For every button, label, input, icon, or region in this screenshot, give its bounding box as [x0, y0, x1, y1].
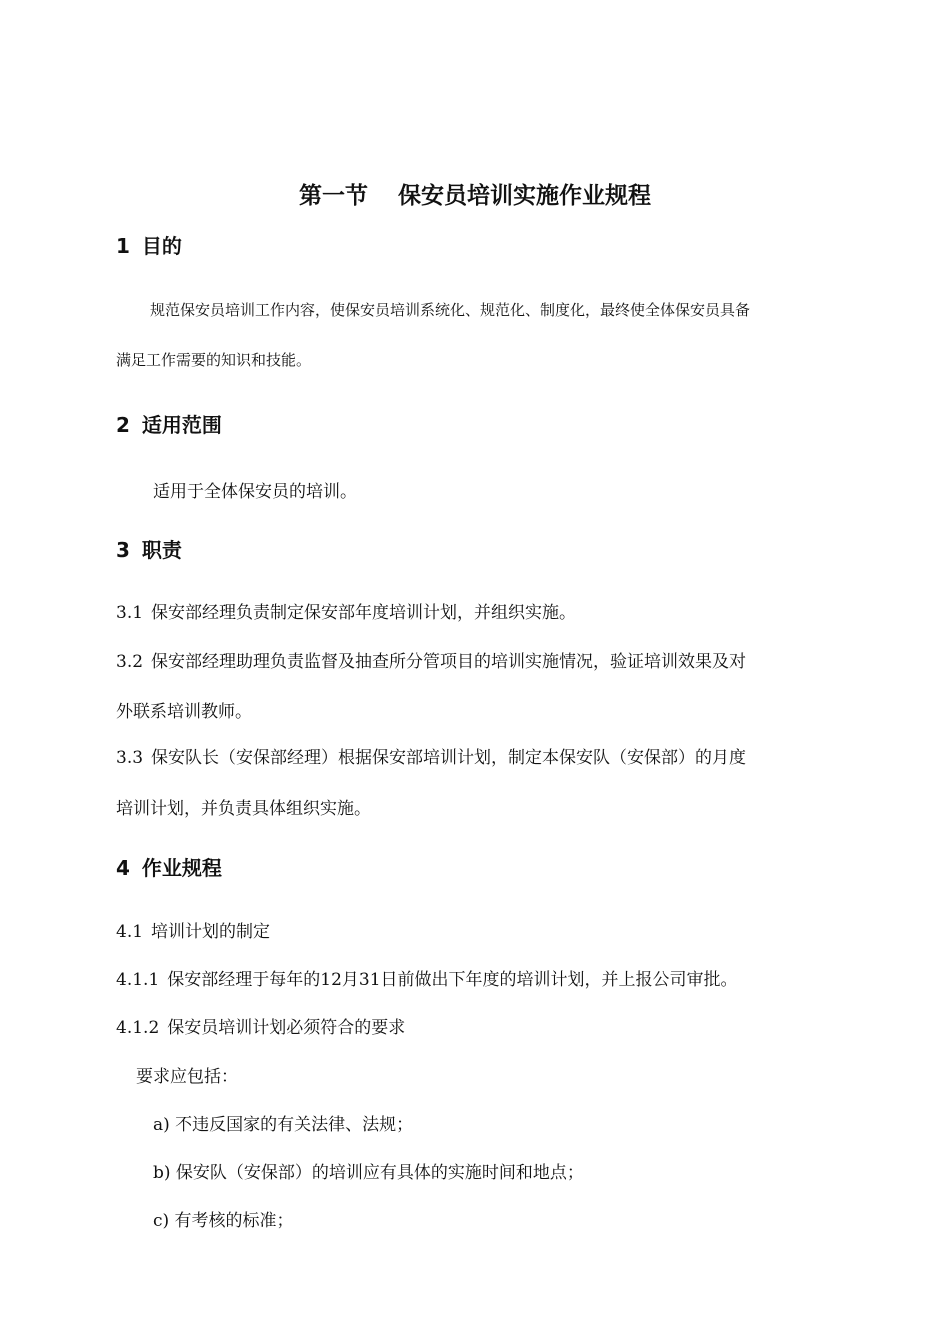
item-text: 保安部经理负责制定保安部年度培训计划，并组织实施。 [151, 603, 577, 623]
item-number: 3.1 [116, 603, 144, 623]
responsibility-item-3-3-continued: 培训计划，并负责具体组织实施。 [116, 799, 371, 819]
item-number: 3.2 [116, 652, 144, 672]
section-heading-responsibilities [116, 537, 182, 563]
item-number: 4.1.2 [116, 1018, 160, 1038]
requirements-intro: 要求应包括： [136, 1067, 238, 1087]
requirement-b: b) 保安队（安保部）的培训应有具体的实施时间和地点； [153, 1163, 584, 1183]
item-number: 4.1 [116, 922, 144, 942]
section-heading-procedures [116, 855, 222, 881]
section-number: 4 [116, 856, 130, 880]
section-number: 3 [116, 538, 130, 562]
responsibility-item-3-1 [116, 601, 576, 625]
section-title: 适用范围 [141, 413, 222, 437]
section-title: 目的 [141, 234, 182, 258]
document-title [0, 181, 950, 211]
responsibility-item-3-2 [116, 650, 746, 674]
item-text: 保安部经理助理负责监督及抽查所分管项目的培训实施情况，验证培训效果及对 [151, 652, 747, 672]
responsibility-item-3-2-continued: 外联系培训教师。 [116, 702, 252, 722]
scope-paragraph: 适用于全体保安员的培训。 [153, 482, 357, 502]
section-number: 1 [116, 234, 130, 258]
item-number: 3.3 [116, 748, 144, 768]
title-section-number: 第一节 [299, 183, 368, 209]
procedure-item-4-1-1 [116, 968, 738, 992]
section-title: 作业规程 [141, 856, 222, 880]
procedure-item-4-1-2 [116, 1016, 405, 1040]
section-heading-purpose [116, 233, 182, 259]
item-text: 保安队长（安保部经理）根据保安部培训计划，制定本保安队（安保部）的月度 [151, 748, 747, 768]
section-number: 2 [116, 413, 130, 437]
item-text: 培训计划的制定 [151, 922, 271, 942]
requirement-c: c) 有考核的标准； [153, 1211, 294, 1231]
title-text: 保安员培训实施作业规程 [398, 183, 651, 209]
item-text: 保安员培训计划必须符合的要求 [167, 1018, 406, 1038]
item-text: 保安部经理于每年的12月31日前做出下年度的培训计划，并上报公司审批。 [167, 970, 738, 990]
purpose-paragraph-line2: 满足工作需要的知识和技能。 [116, 351, 312, 369]
section-heading-scope [116, 412, 222, 438]
responsibility-item-3-3 [116, 746, 746, 770]
purpose-paragraph-line1: 规范保安员培训工作内容，使保安员培训系统化、规范化、制度化，最终使全体保安员具备 [150, 301, 751, 319]
procedure-item-4-1 [116, 920, 270, 944]
requirement-a: a) 不违反国家的有关法律、法规； [153, 1115, 414, 1135]
section-title: 职责 [141, 538, 182, 562]
item-number: 4.1.1 [116, 970, 160, 990]
